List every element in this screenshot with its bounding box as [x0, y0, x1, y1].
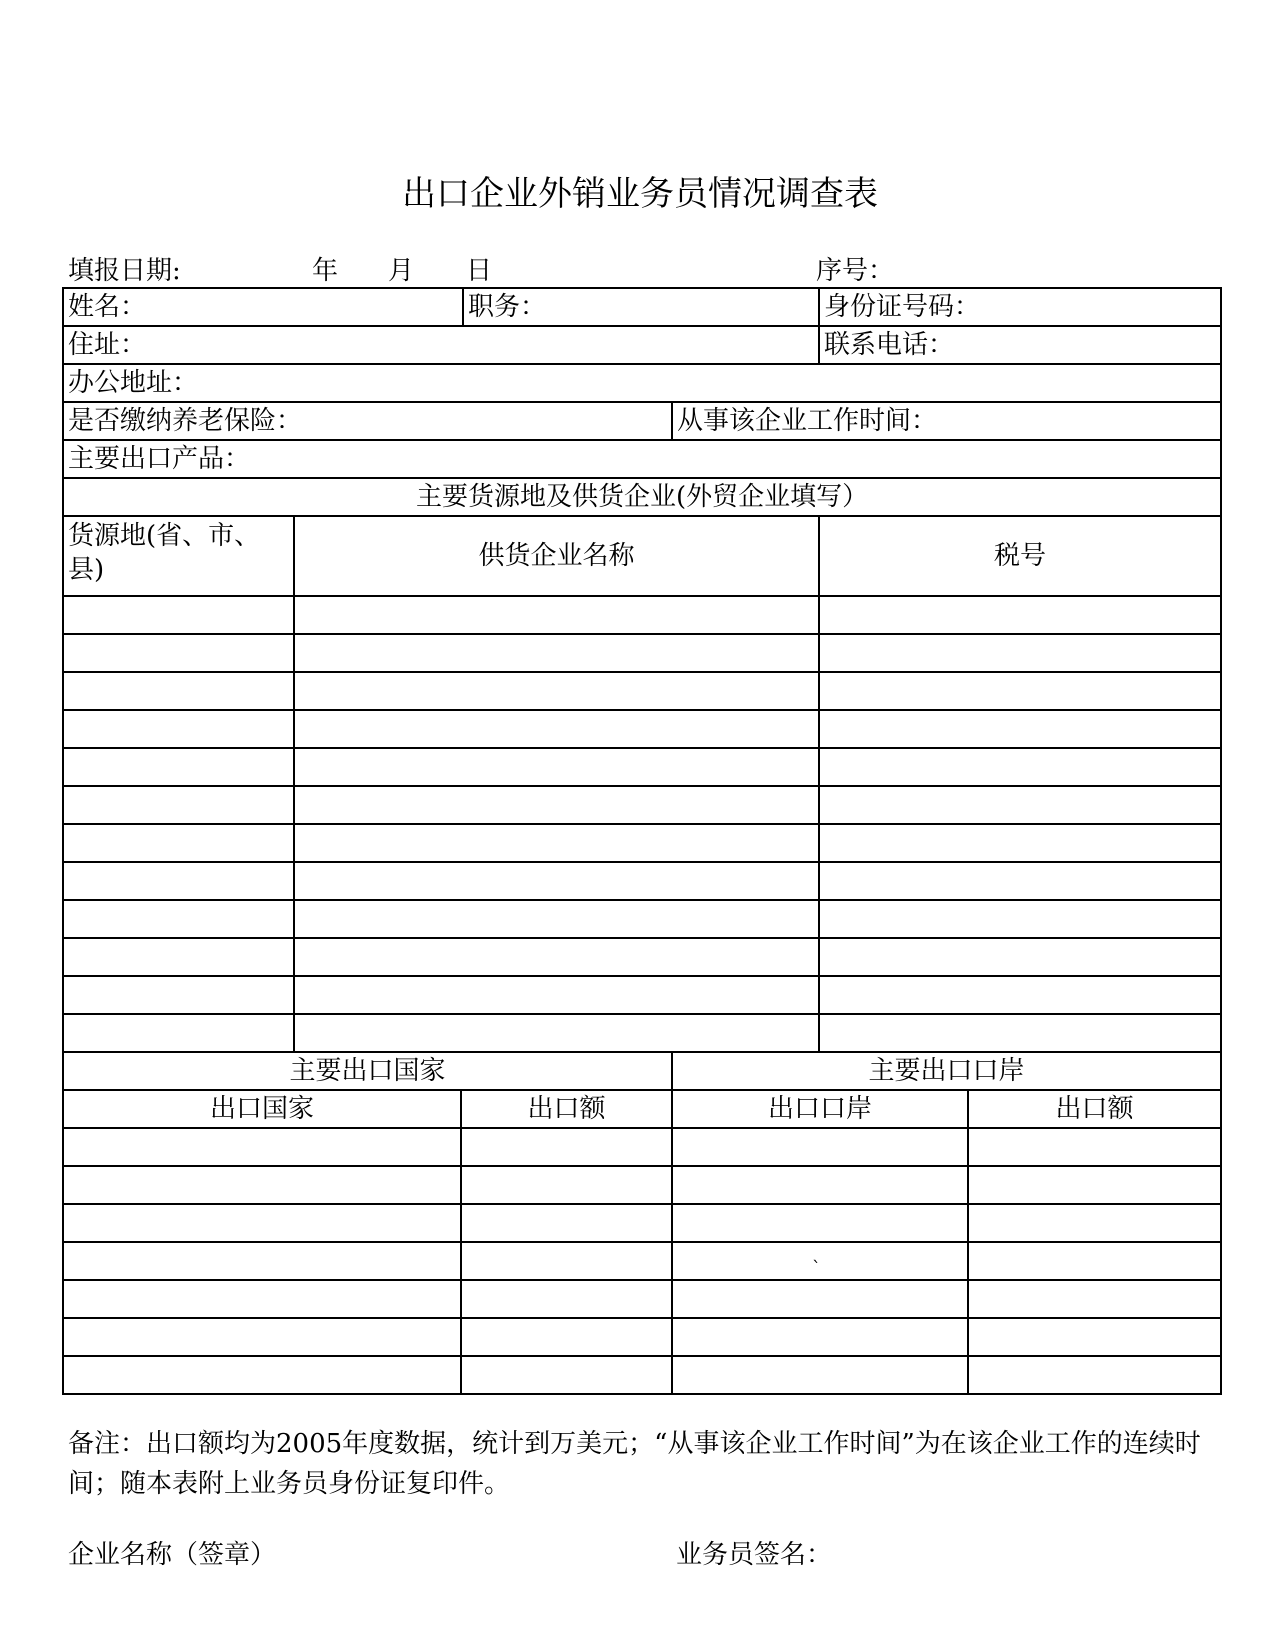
port-cell[interactable]	[672, 1280, 968, 1318]
export-table-row	[63, 1356, 1221, 1394]
survey-form	[62, 287, 1222, 1395]
supplier-name-cell[interactable]	[294, 938, 819, 976]
origin-cell[interactable]	[63, 976, 294, 1014]
port-amount-cell[interactable]	[968, 1356, 1221, 1394]
address-field[interactable]: 住址：	[63, 326, 819, 364]
work-time-field[interactable]: 从事该企业工作时间：	[672, 402, 1221, 440]
supplier-name-cell[interactable]	[294, 748, 819, 786]
origin-cell[interactable]	[63, 672, 294, 710]
port-cell[interactable]	[672, 1356, 968, 1394]
origin-cell[interactable]	[63, 596, 294, 634]
tax-number-cell[interactable]	[819, 634, 1221, 672]
date-label: 填报日期:	[68, 256, 181, 286]
tax-number-cell[interactable]	[819, 748, 1221, 786]
export-table-row	[63, 1318, 1221, 1356]
supplier-name-cell[interactable]	[294, 596, 819, 634]
origin-cell[interactable]	[63, 634, 294, 672]
country-cell[interactable]	[63, 1356, 461, 1394]
supplier-name-cell[interactable]	[294, 824, 819, 862]
tax-column-header: 税号	[819, 516, 1221, 596]
supplier-name-cell[interactable]	[294, 900, 819, 938]
country-amount-cell[interactable]	[461, 1166, 672, 1204]
country-cell[interactable]	[63, 1318, 461, 1356]
supply-table-row	[63, 976, 1221, 1014]
export-table-row	[63, 1242, 1221, 1280]
supply-table-row	[63, 786, 1221, 824]
country-amount-cell[interactable]	[461, 1204, 672, 1242]
port-amount-cell[interactable]	[968, 1128, 1221, 1166]
footnote: 备注：出口额均为2005年度数据，统计到万美元；“从事该企业工作时间”为在该企业工作的连续时间；随本表附上业务员身份证复印件。	[68, 1429, 1201, 1499]
year-label: 年	[312, 256, 339, 286]
country-amount-cell[interactable]	[461, 1128, 672, 1166]
tax-number-cell[interactable]	[819, 710, 1221, 748]
id-number-field[interactable]: 身份证号码：	[819, 288, 1221, 326]
tax-number-cell[interactable]	[819, 596, 1221, 634]
supply-section-title: 主要货源地及供货企业(外贸企业填写）	[63, 478, 1221, 516]
port-cell[interactable]	[672, 1166, 968, 1204]
month-label: 月	[388, 256, 415, 286]
export-table-row	[63, 1128, 1221, 1166]
country-amount-cell[interactable]	[461, 1280, 672, 1318]
supply-table-row	[63, 634, 1221, 672]
export-table-row	[63, 1280, 1221, 1318]
supply-table-row	[63, 710, 1221, 748]
origin-cell[interactable]	[63, 748, 294, 786]
main-products-field[interactable]: 主要出口产品：	[63, 440, 1221, 478]
port-amount-cell[interactable]	[968, 1166, 1221, 1204]
phone-field[interactable]: 联系电话：	[819, 326, 1221, 364]
serial-label: 序号：	[816, 256, 895, 286]
port-amount-cell[interactable]	[968, 1242, 1221, 1280]
tax-number-cell[interactable]	[819, 862, 1221, 900]
supplier-column-header: 供货企业名称	[294, 516, 819, 596]
company-signature-label: 企业名称（签章）	[68, 1540, 277, 1570]
supplier-name-cell[interactable]	[294, 672, 819, 710]
country-cell[interactable]	[63, 1242, 461, 1280]
origin-column-header: 货源地(省、市、县)	[63, 516, 294, 596]
supplier-name-cell[interactable]	[294, 1014, 819, 1052]
country-amount-column-header: 出口额	[461, 1090, 672, 1128]
country-column-header: 出口国家	[63, 1090, 461, 1128]
tax-number-cell[interactable]	[819, 786, 1221, 824]
port-cell[interactable]	[672, 1128, 968, 1166]
supply-table-row	[63, 938, 1221, 976]
origin-cell[interactable]	[63, 710, 294, 748]
office-address-field[interactable]: 办公地址：	[63, 364, 1221, 402]
supplier-name-cell[interactable]	[294, 786, 819, 824]
country-amount-cell[interactable]	[461, 1242, 672, 1280]
country-cell[interactable]	[63, 1128, 461, 1166]
countries-section-title: 主要出口国家	[63, 1052, 672, 1090]
port-cell[interactable]	[672, 1318, 968, 1356]
country-cell[interactable]	[63, 1204, 461, 1242]
port-amount-cell[interactable]	[968, 1318, 1221, 1356]
country-cell[interactable]	[63, 1280, 461, 1318]
port-amount-cell[interactable]	[968, 1204, 1221, 1242]
stray-mark: `	[812, 1258, 821, 1279]
port-amount-column-header: 出口额	[968, 1090, 1221, 1128]
origin-cell[interactable]	[63, 900, 294, 938]
origin-cell[interactable]	[63, 938, 294, 976]
tax-number-cell[interactable]	[819, 1014, 1221, 1052]
day-label: 日	[466, 256, 493, 286]
name-field[interactable]: 姓名：	[63, 288, 463, 326]
tax-number-cell[interactable]	[819, 976, 1221, 1014]
page-title: 出口企业外销业务员情况调查表	[402, 174, 878, 214]
supplier-name-cell[interactable]	[294, 862, 819, 900]
supply-table-row	[63, 824, 1221, 862]
supplier-name-cell[interactable]	[294, 710, 819, 748]
supply-table-row	[63, 900, 1221, 938]
country-amount-cell[interactable]	[461, 1318, 672, 1356]
origin-cell[interactable]	[63, 824, 294, 862]
tax-number-cell[interactable]	[819, 900, 1221, 938]
tax-number-cell[interactable]	[819, 672, 1221, 710]
country-amount-cell[interactable]	[461, 1356, 672, 1394]
country-cell[interactable]	[63, 1166, 461, 1204]
pension-field[interactable]: 是否缴纳养老保险：	[63, 402, 672, 440]
supply-table-row	[63, 862, 1221, 900]
tax-number-cell[interactable]	[819, 938, 1221, 976]
position-field[interactable]: 职务：	[463, 288, 819, 326]
tax-number-cell[interactable]	[819, 824, 1221, 862]
supplier-name-cell[interactable]	[294, 634, 819, 672]
supply-table-row	[63, 748, 1221, 786]
ports-section-title: 主要出口口岸	[672, 1052, 1221, 1090]
supply-table-row	[63, 596, 1221, 634]
supplier-name-cell[interactable]	[294, 976, 819, 1014]
supply-table-row	[63, 1014, 1221, 1052]
supply-table-row	[63, 672, 1221, 710]
export-table-row	[63, 1204, 1221, 1242]
export-table-row	[63, 1166, 1221, 1204]
salesman-signature-label: 业务员签名：	[676, 1540, 833, 1570]
port-column-header: 出口口岸	[672, 1090, 968, 1128]
origin-cell[interactable]	[63, 862, 294, 900]
origin-cell[interactable]	[63, 1014, 294, 1052]
port-amount-cell[interactable]	[968, 1280, 1221, 1318]
origin-cell[interactable]	[63, 786, 294, 824]
port-cell[interactable]	[672, 1204, 968, 1242]
